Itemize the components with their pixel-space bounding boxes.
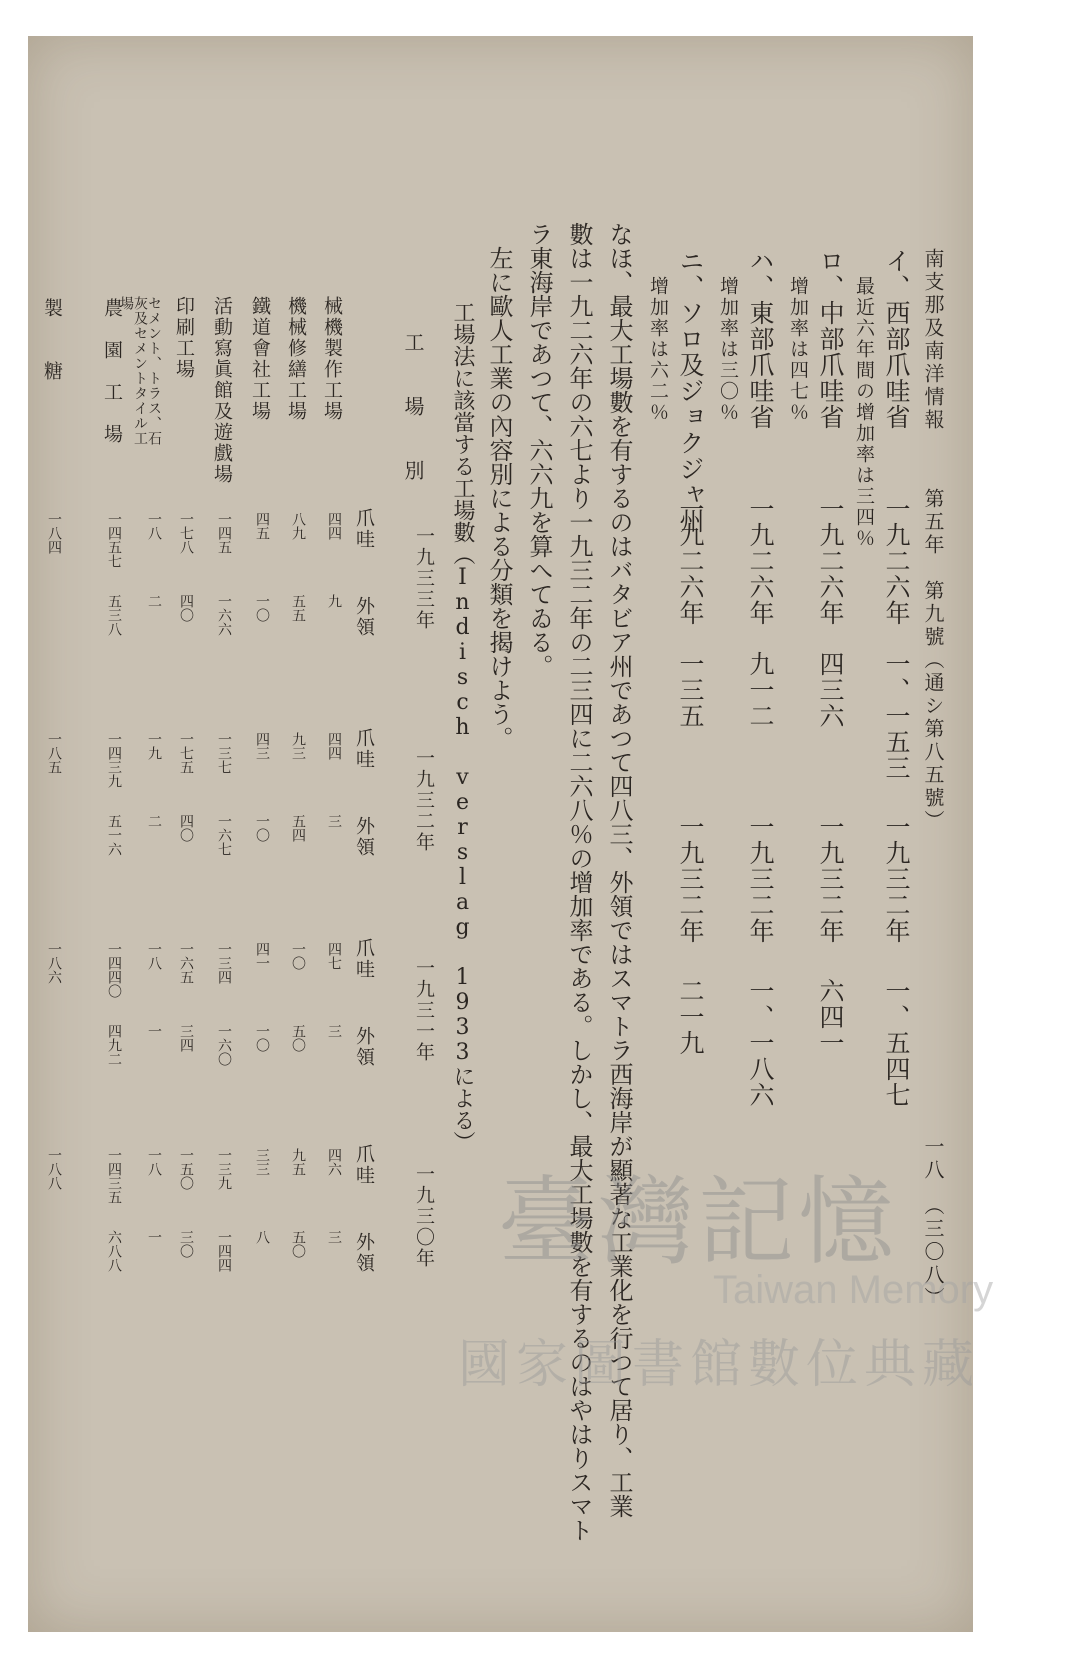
table-cell: 一三四 <box>216 942 232 984</box>
table-row-label: 械機製作工場 <box>321 296 343 422</box>
table-cell: 一〇 <box>254 594 270 622</box>
table-cell: 四四 <box>326 512 342 540</box>
table-cell: 一八四 <box>46 512 62 554</box>
region-year: 一九三二年 <box>882 814 911 944</box>
table-cell: 三 <box>326 814 342 828</box>
table-cell: 一〇 <box>290 942 306 970</box>
watermark-sub: 國家圖書館數位典藏 <box>458 1335 981 1395</box>
table-cell: 三 <box>326 1024 342 1038</box>
table-cell: 八 <box>254 1230 270 1244</box>
table-cell: 一六六 <box>216 594 232 636</box>
region-note: 增加率は四七％ <box>787 276 809 423</box>
paragraph-line: 數は一九二六年の六七より一九三二年の二三四に二六八％の增加率である。しかし、最大工場數を有するのはやはりスマト <box>565 222 593 1542</box>
table-row-label: 機械修繕工場 <box>285 296 307 422</box>
region-label: ロ、中部爪哇省 <box>816 248 845 430</box>
page-number: 一八 （三〇八） <box>921 1136 945 1310</box>
region-value: 一三五 <box>676 651 705 729</box>
table-cell: 九五 <box>290 1148 306 1176</box>
table-cell: 一四五七 <box>106 512 122 568</box>
table-row-label: 印刷工場 <box>173 296 195 380</box>
table-cell: 三 <box>326 1230 342 1244</box>
table-cell: 五〇 <box>290 1024 306 1052</box>
sub-java: 爪哇 <box>353 1144 375 1186</box>
table-cell: 三四 <box>178 1024 194 1052</box>
table-cell: 四五 <box>254 512 270 540</box>
table-cell: 一〇 <box>254 814 270 842</box>
table-cell: 一七八 <box>178 512 194 554</box>
region-year: 一九三二年 <box>746 814 775 944</box>
table-cell: 四七 <box>326 942 342 970</box>
table-cell: 一 <box>146 1230 162 1244</box>
table-cell: 五〇 <box>290 1230 306 1258</box>
table-cell: 四〇 <box>178 814 194 842</box>
year-header: 一九三〇年 <box>413 1164 435 1269</box>
table-cell: 一五〇 <box>178 1148 194 1190</box>
table-cell: 九三 <box>290 732 306 760</box>
table-cell: 一 <box>146 1024 162 1038</box>
table-cell: 一三七 <box>216 732 232 774</box>
table-row-label: 製 糖 <box>41 298 63 382</box>
watermark-logo <box>458 1146 994 1476</box>
paragraph-line: なほ、最大工場數を有するのはバタビア州であつて四八三、外領ではスマトラ西海岸が顯著な工業化を行つて居り、工業 <box>605 222 633 1518</box>
table-row-label: 鐵道會社工場 <box>249 296 271 422</box>
table-cell: 一六〇 <box>216 1024 232 1066</box>
region-label: ニ、ソロ及ジョクジャ州 <box>676 248 705 534</box>
table-cell: 一八八 <box>46 1148 62 1190</box>
table-cell: 九 <box>326 594 342 608</box>
sub-outer: 外領 <box>353 596 375 638</box>
watermark-en: Taiwan Memory <box>713 1268 994 1312</box>
table-cell: 一七五 <box>178 732 194 774</box>
table-cell: 四四 <box>326 732 342 760</box>
table-cell: 四九二 <box>106 1024 122 1066</box>
table-cell: 一八六 <box>46 942 62 984</box>
region-value: 一、一五三 <box>882 651 911 781</box>
year-header: 一九三一年 <box>413 958 435 1063</box>
table-cell: 一八五 <box>46 732 62 774</box>
region-year: 一九二六年 <box>746 496 775 626</box>
region-value: 二一九 <box>676 978 705 1056</box>
paragraph-line: 左に歐人工業の內容別による分類を揭けよう。 <box>485 246 513 750</box>
region-value: 六四一 <box>816 978 845 1056</box>
region-label: ハ、東部爪哇省 <box>746 248 775 430</box>
table-cell: 六八八 <box>106 1230 122 1272</box>
table-cell: 三〇 <box>178 1230 194 1258</box>
paragraph-line: ラ東海岸であつて、六六九を算へてゐる。 <box>525 222 553 678</box>
table-cell: 三三 <box>254 1148 270 1176</box>
table-cell: 二 <box>146 814 162 828</box>
table-cell: 一八 <box>146 942 162 970</box>
region-label: イ、西部爪哇省 <box>882 248 911 430</box>
year-header: 一九三三年 <box>413 526 435 631</box>
table-cell: 一四五 <box>216 512 232 554</box>
table-cell: 一六五 <box>178 942 194 984</box>
watermark-cjk: 臺灣記憶 <box>498 1166 898 1278</box>
scanned-page <box>28 36 994 1632</box>
table-cell: 五四 <box>290 814 306 842</box>
sub-outer: 外領 <box>353 816 375 858</box>
table-cell: 四〇 <box>178 594 194 622</box>
table-cell: 八九 <box>290 512 306 540</box>
region-value: 四三六 <box>816 651 845 729</box>
region-note: 增加率は三〇％ <box>717 276 739 423</box>
table-cell: 二 <box>146 594 162 608</box>
sub-java: 爪哇 <box>353 938 375 980</box>
table-row-header: 工 場 別 <box>401 332 425 492</box>
region-value: 一、一八六 <box>746 978 775 1108</box>
year-header: 一九三二年 <box>413 748 435 853</box>
sub-java: 爪哇 <box>353 508 375 550</box>
table-cell: 五五 <box>290 594 306 622</box>
region-value: 一、五四七 <box>882 978 911 1108</box>
table-cell: 一九 <box>146 732 162 760</box>
table-cell: 四一 <box>254 942 270 970</box>
table-cell: 一三九 <box>216 1148 232 1190</box>
region-year: 一九二六年 <box>816 496 845 626</box>
table-cell: 一八 <box>146 1148 162 1176</box>
region-note: 增加率は六二％ <box>647 276 669 423</box>
region-year: 一九二六年 <box>882 496 911 626</box>
table-cell: 五三八 <box>106 594 122 636</box>
sub-outer: 外領 <box>353 1026 375 1068</box>
table-title: 工場法に該當する工場數（Indisch verslag 1933による） <box>450 301 475 1153</box>
region-year: 一九二六年 <box>676 496 705 626</box>
table-cell: 一四三五 <box>106 1148 122 1204</box>
region-year: 一九三二年 <box>676 814 705 944</box>
sub-java: 爪哇 <box>353 728 375 770</box>
table-cell: 四三 <box>254 732 270 760</box>
region-year: 一九三二年 <box>816 814 845 944</box>
table-row-label: セメント、トラス、石灰及セメントタイル工場 <box>118 296 162 446</box>
table-cell: 四六 <box>326 1148 342 1176</box>
journal-title: 南支那及南洋情報 <box>921 248 945 432</box>
table-cell: 一〇 <box>254 1024 270 1052</box>
table-cell: 五一六 <box>106 814 122 856</box>
table-row-label: 農 園 工 場 <box>101 298 123 445</box>
table-cell: 一六七 <box>216 814 232 856</box>
table-cell: 一八 <box>146 512 162 540</box>
table-row-label: 活動寫眞館及遊戲場 <box>211 296 233 485</box>
table-cell: 一四四〇 <box>106 942 122 998</box>
table-cell: 一四三九 <box>106 732 122 788</box>
region-note: 最近六年間の增加率は三四％ <box>853 276 875 549</box>
table-cell: 一四四 <box>216 1230 232 1272</box>
issue-number: 第五年 第九號（通シ第八五號） <box>921 488 945 833</box>
region-value: 九一二 <box>746 651 775 729</box>
sub-outer: 外領 <box>353 1232 375 1274</box>
